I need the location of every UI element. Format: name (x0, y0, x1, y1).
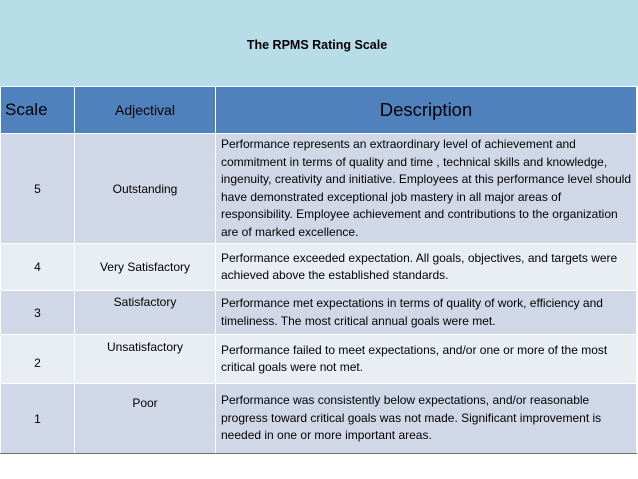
table-row (1, 134, 637, 244)
adjectival-cell: Outstanding (75, 134, 216, 244)
description-cell: Performance failed to meet expectations, and/or one or more of the most critical goals were not met. (216, 335, 637, 384)
description-cell: Performance exceeded expectation. All goals, objectives, and targets were achieved above the established standards. (216, 244, 637, 291)
header-scale: Scale (1, 87, 75, 134)
table-header-row (1, 87, 637, 134)
description-cell: Performance represents an extraordinary level of achievement and commitment in terms of quality and time , technical skills and knowledge, ingenuity, creativity and initiative. Employees at this performance level should have demonstrated exceptional job mastery in all major areas of responsibility. Employee achievement and contributions to the organization are of marked excellence. (216, 134, 637, 244)
scale-cell: 3 (1, 291, 75, 335)
scale-cell: 1 (1, 384, 75, 454)
adjectival-cell: Poor (75, 384, 216, 454)
table-row (1, 335, 637, 384)
scale-cell: 5 (1, 134, 75, 244)
table-row (1, 291, 637, 335)
adjectival-cell: Satisfactory (75, 291, 216, 335)
adjectival-cell: Unsatisfactory (75, 335, 216, 384)
header-adjectival: Adjectival (75, 87, 216, 134)
scale-cell: 4 (1, 244, 75, 291)
scale-cell: 2 (1, 335, 75, 384)
description-cell: Performance was consistently below expectations, and/or reasonable progress toward critical goals was not made. Significant improvement is needed in one or more important areas. (216, 384, 637, 454)
table-row (1, 384, 637, 454)
page-title: The RPMS Rating Scale (246, 38, 388, 52)
description-cell: Performance met expectations in terms of quality of work, efficiency and timeliness. The most critical annual goals were met. (216, 291, 637, 335)
adjectival-cell: Very Satisfactory (75, 244, 216, 291)
rating-scale-table (0, 86, 637, 454)
title-banner (0, 0, 638, 86)
table-row (1, 244, 637, 291)
header-description: Description (216, 87, 637, 134)
